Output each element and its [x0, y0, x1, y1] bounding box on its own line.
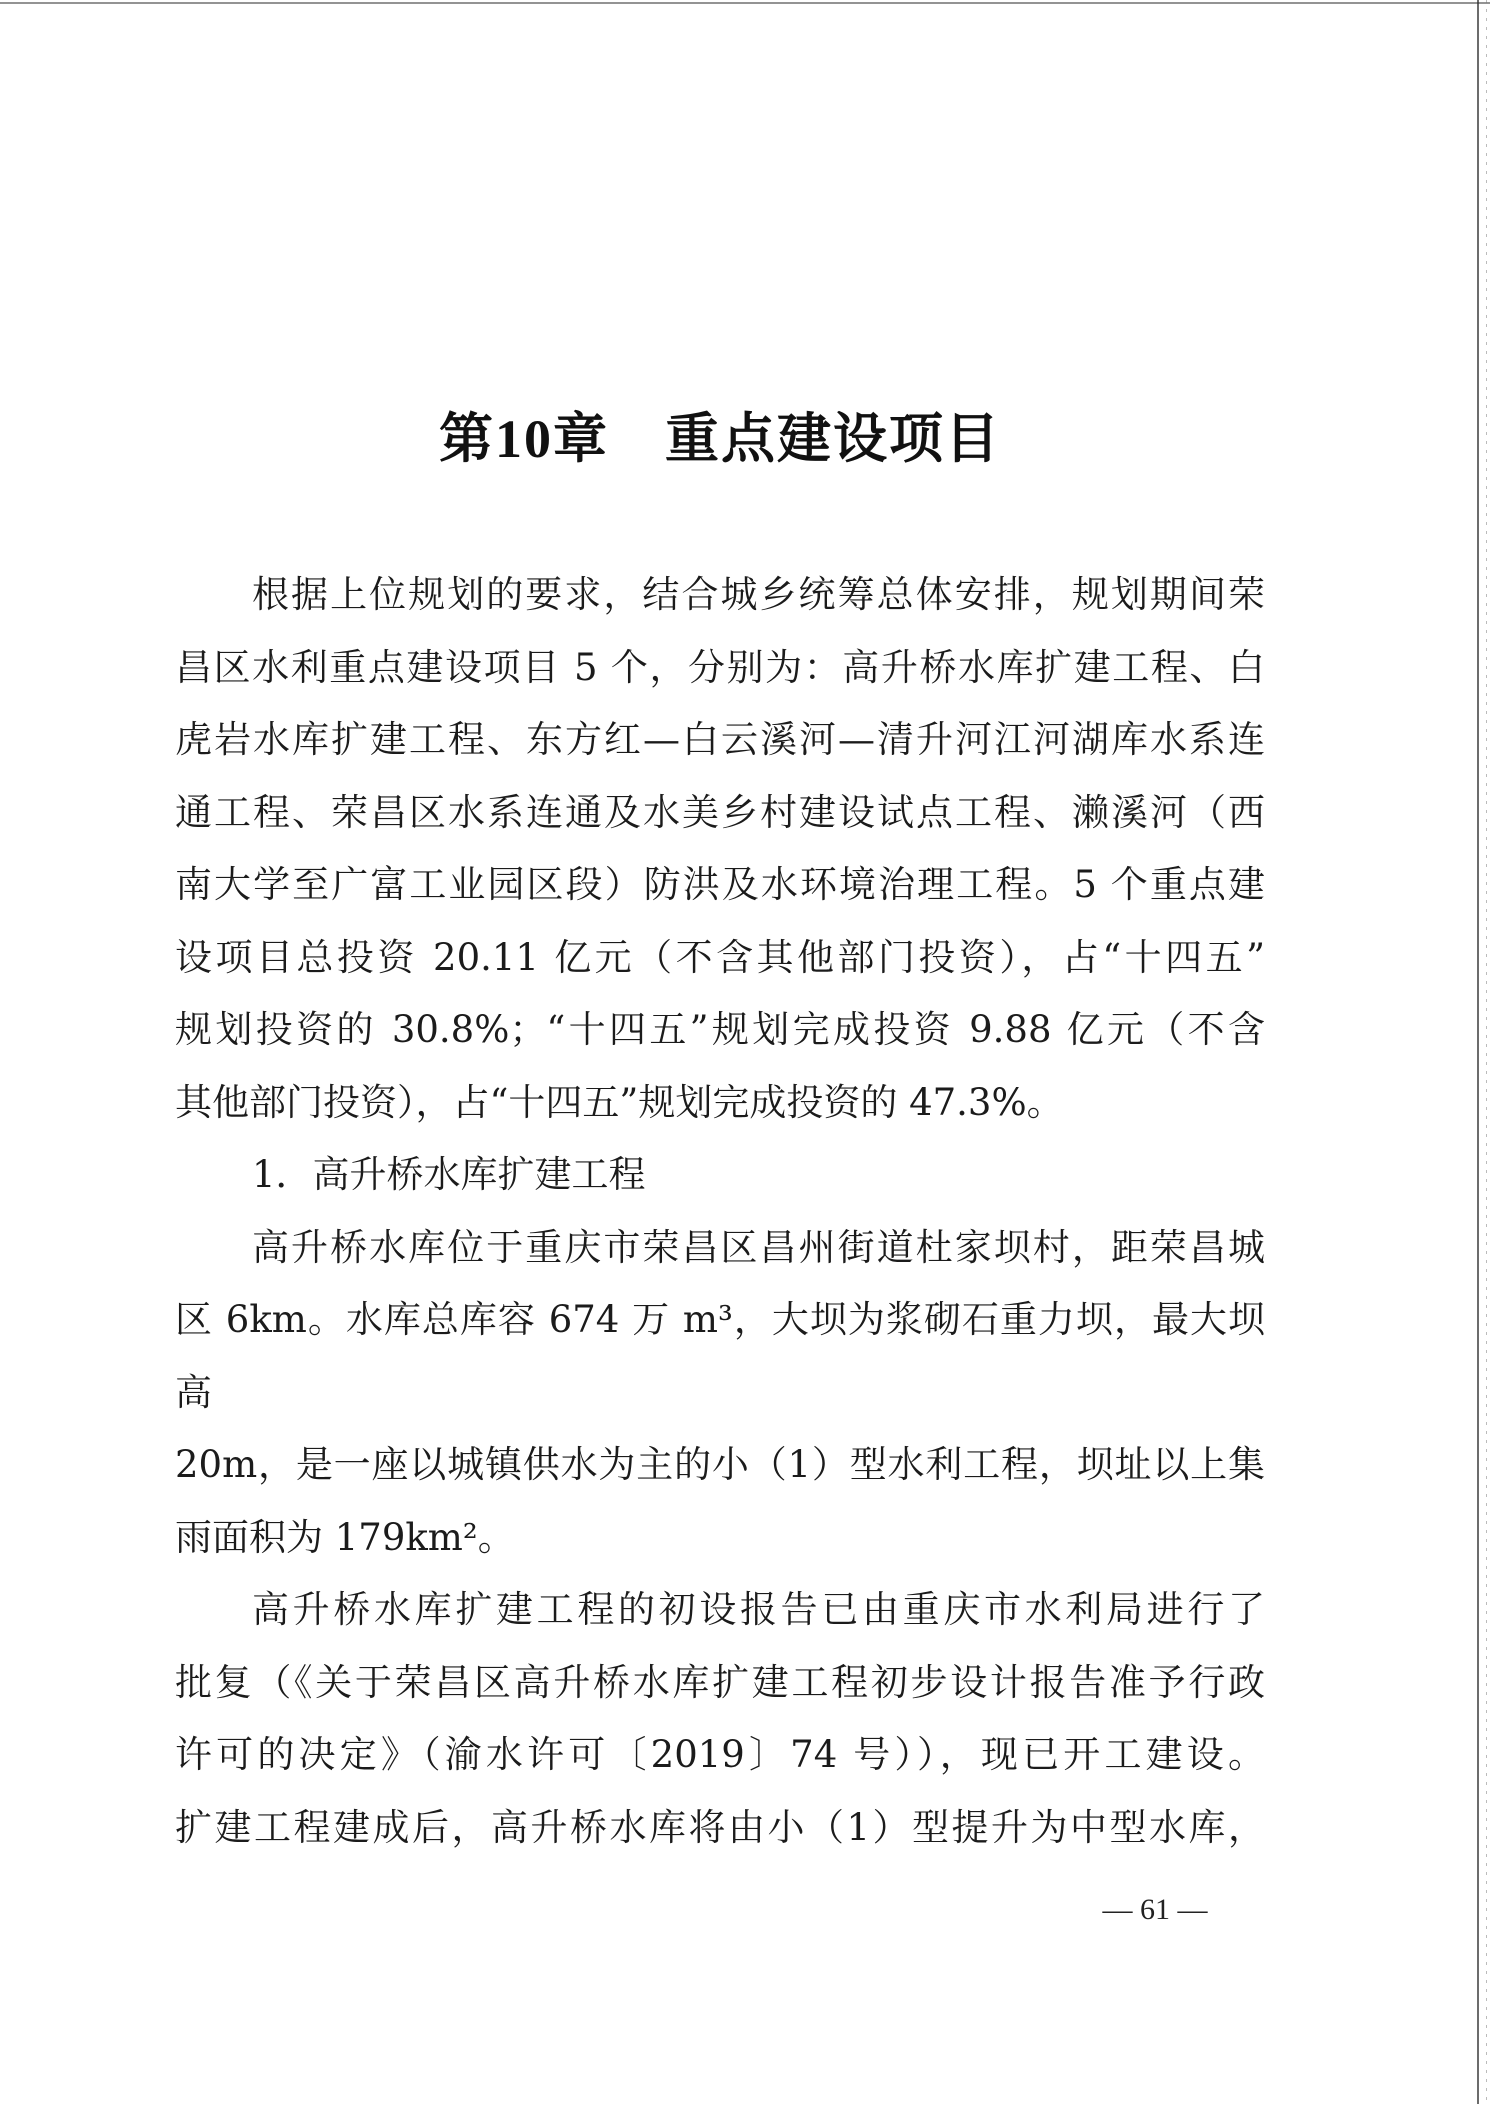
text-line: 虎岩水库扩建工程、东方红—白云溪河—清升河江河湖库水系连: [175, 718, 1265, 761]
text-line: 雨面积为 179km²。: [175, 1515, 515, 1559]
text-line: 扩建工程建成后，高升桥水库将由小（1）型提升为中型水库，: [175, 1805, 1265, 1849]
scan-right-edge-line: [1477, 0, 1479, 2104]
scan-right-edge-dots: [1486, 0, 1487, 2104]
text-line: 其他部门投资），占“十四五”规划完成投资的 47.3%。: [175, 1080, 1064, 1124]
section-heading-text: 1．高升桥水库扩建工程: [252, 1153, 646, 1196]
text-line: 根据上位规划的要求，结合城乡统筹总体安排，规划期间荣: [252, 573, 1265, 616]
text-line: 区 6km。水库总库容 674 万 m³，大坝为浆砌石重力坝，最大坝高: [175, 1298, 1265, 1414]
text-line: 设项目总投资 20.11 亿元（不含其他部门投资），占“十四五”: [175, 935, 1265, 979]
chapter-title: 第10章 重点建设项目: [439, 409, 1001, 469]
text-line: 南大学至广富工业园区段）防洪及水环境治理工程。5 个重点建: [175, 863, 1265, 906]
text-line: 昌区水利重点建设项目 5 个，分别为：高升桥水库扩建工程、白: [175, 645, 1265, 689]
text-line: 规划投资的 30.8%；“十四五”规划完成投资 9.88 亿元（不含: [175, 1008, 1265, 1051]
text-line: 20m，是一座以城镇供水为主的小（1）型水利工程，坝址以上集: [175, 1443, 1265, 1486]
body-text: [175, 559, 1265, 1864]
text-line: 高升桥水库位于重庆市荣昌区昌州街道杜家坝村，距荣昌城: [252, 1225, 1265, 1269]
paragraph-intro: [175, 559, 1265, 1139]
paragraph-reservoir-overview: [175, 1212, 1265, 1575]
section-heading: [175, 1139, 1265, 1212]
paragraph-approval-status: [175, 1574, 1265, 1864]
scan-top-edge-line: [0, 2, 1490, 4]
text-line: 通工程、荣昌区水系连通及水美乡村建设试点工程、濑溪河（西: [175, 790, 1265, 834]
page-number: — 61 —: [1102, 1893, 1208, 1926]
text-line: 高升桥水库扩建工程的初设报告已由重庆市水利局进行了: [252, 1588, 1265, 1631]
text-line: 许可的决定》（渝水许可〔2019〕74 号）），现已开工建设。: [175, 1733, 1265, 1776]
text-line: 批复（《关于荣昌区高升桥水库扩建工程初步设计报告准予行政: [175, 1660, 1265, 1704]
